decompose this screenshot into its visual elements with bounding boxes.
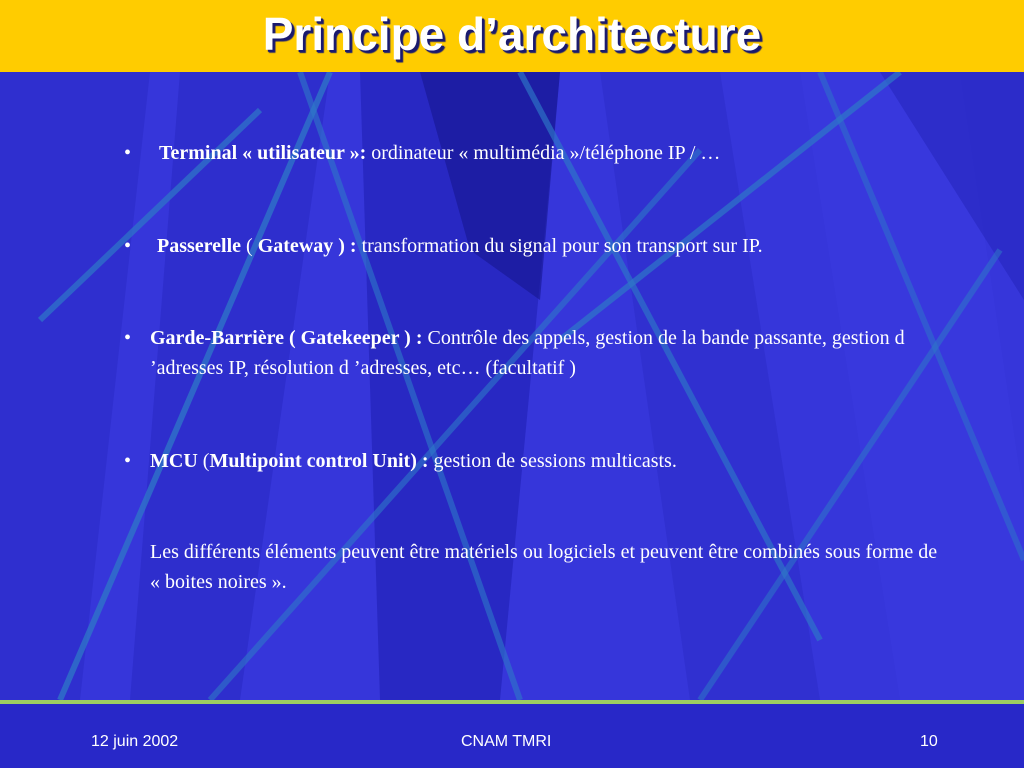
page-number: 10 xyxy=(920,733,938,750)
bullet-marker: • xyxy=(124,142,132,164)
bullet-description: gestion de sessions multicasts. xyxy=(428,450,677,472)
bullet-description: ordinateur « multimédia »/téléphone IP / … xyxy=(366,142,721,164)
slide-title: Principe d’architecture xyxy=(262,8,762,60)
bullet-marker: • xyxy=(124,450,132,472)
bullet-label: Terminal « utilisateur »: xyxy=(159,142,367,164)
bullet-label-separator: ( xyxy=(197,450,210,472)
bullet-marker: • xyxy=(124,235,132,257)
bullet-label: Garde-Barrière ( Gatekeeper ) : xyxy=(150,327,423,349)
bullet-marker: • xyxy=(124,327,132,349)
footer-center-label: CNAM TMRI xyxy=(461,733,552,750)
bullet-label: MCU xyxy=(150,450,198,472)
summary-note: Les différents éléments peuvent être matériels ou logiciels et peuvent être combinés sous forme de « boites noires ». xyxy=(150,541,938,593)
bullet-label-secondary: Gateway ) : xyxy=(257,235,357,257)
footer-date: 12 juin 2002 xyxy=(91,733,179,750)
bullet-description: transformation du signal pour son transport sur IP. xyxy=(356,235,763,257)
bullet-text xyxy=(159,138,939,168)
bullet-description: Contrôle des appels, gestion de la bande passante, gestion d ’adresses IP, résolution d ’adresses, etc… (facultatif ) xyxy=(150,327,905,379)
bullet-label-separator: ( xyxy=(241,235,258,257)
bullet-text xyxy=(150,323,930,383)
bullet-text xyxy=(157,231,937,261)
bullet-label: Passerelle xyxy=(157,235,242,257)
bullet-label-secondary: Multipoint control Unit) : xyxy=(209,450,429,472)
bullet-text xyxy=(150,446,930,476)
